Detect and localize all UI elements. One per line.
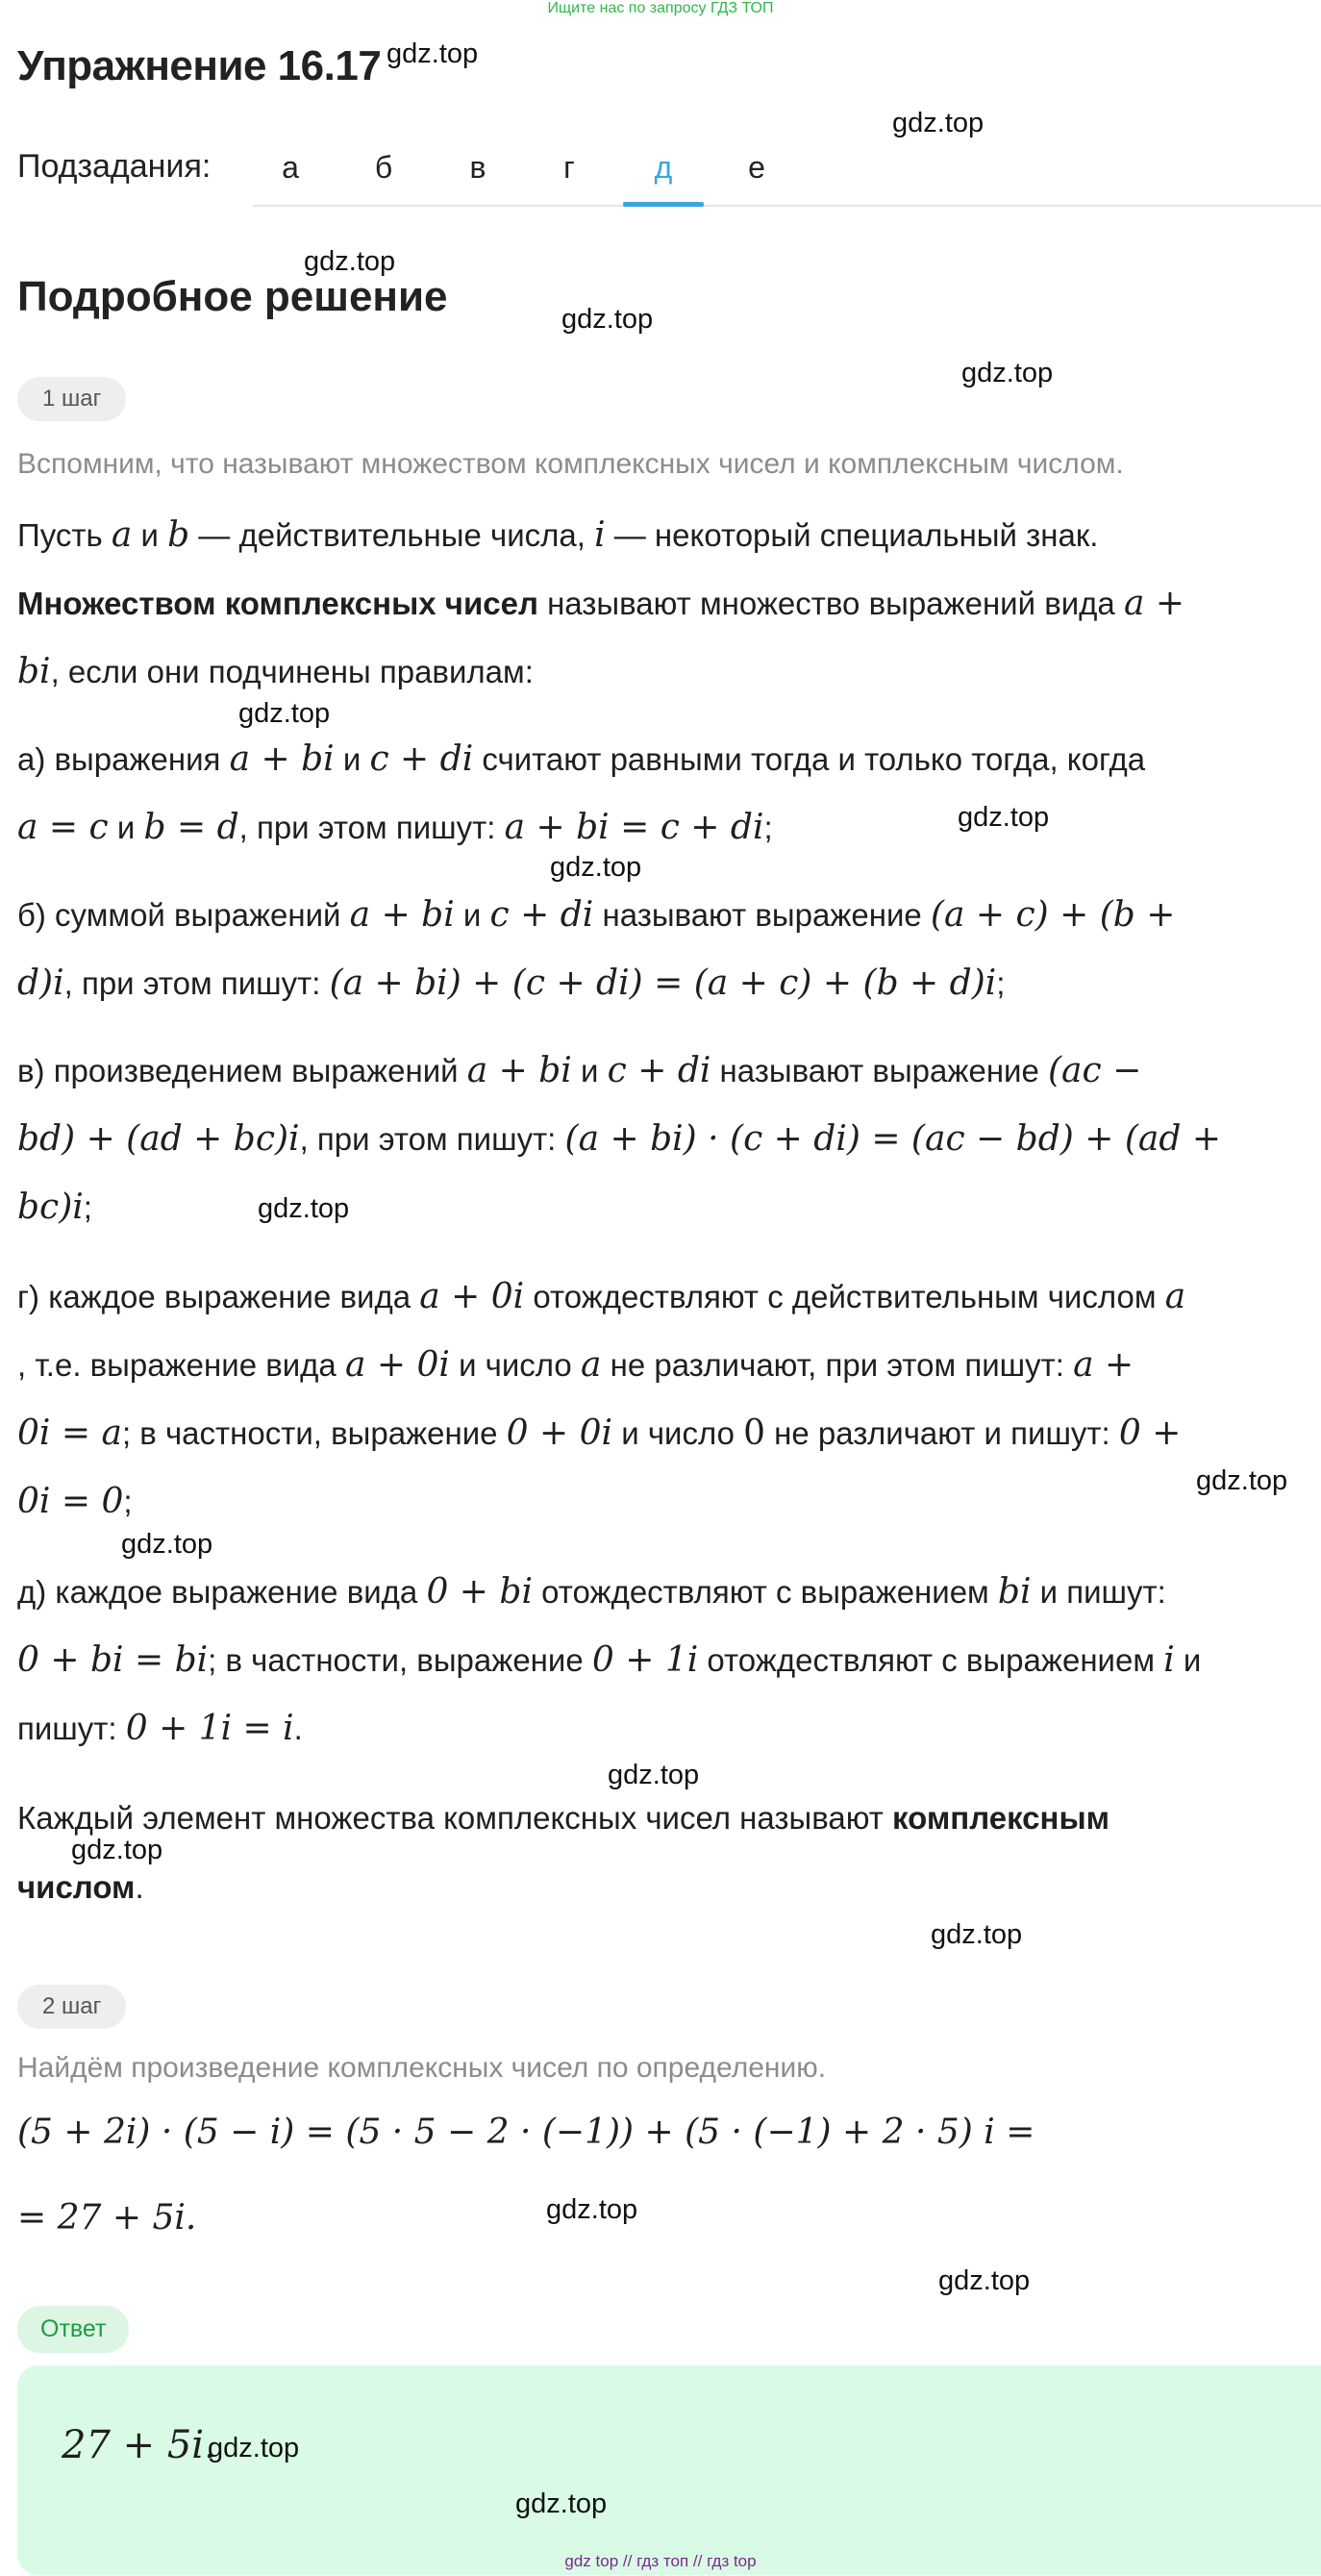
watermark: gdz.top (931, 1919, 1023, 1950)
rule-c-line: bc)i; (17, 1188, 92, 1227)
watermark: gdz.top (961, 358, 1054, 388)
rule-e-line: 0 + bi = bi; в частности, выражение 0 + 1i отождествляют с выражением i и (17, 1640, 1202, 1680)
watermark: gdz.top (546, 2194, 638, 2225)
answer-box (17, 2365, 1321, 2575)
rule-d-line: , т.е. выражение вида a + 0i и число a не различают, при этом пишут: a + (17, 1345, 1134, 1385)
step-1-badge: 1 шаг (17, 377, 126, 421)
text-line: bi, если они подчинены правилам: (17, 652, 534, 691)
watermark: gdz.top (258, 1193, 350, 1224)
watermark: gdz.top (121, 1529, 213, 1560)
rule-c-line: в) произведением выражений a + bi и c + di называют выражение (ac − (17, 1051, 1142, 1090)
watermark: gdz.top (515, 2488, 608, 2519)
step-1-hint: Вспомним, что называют множеством комплексных чисел и комплексным числом. (17, 448, 1124, 480)
watermark: gdz.top (550, 852, 642, 883)
tab-v[interactable]: в (469, 150, 486, 185)
rule-b-line: б) суммой выражений a + bi и c + di называют выражение (a + c) + (b + (17, 895, 1176, 935)
tab-b[interactable]: б (374, 150, 393, 185)
tab-a[interactable]: а (282, 150, 299, 185)
watermark: gdz.top (386, 38, 479, 69)
answer-value: 27 + 5i. (62, 2423, 216, 2467)
top-search-hint: Ищите нас по запросу ГДЗ ТОП (547, 0, 774, 16)
watermark: gdz.top (561, 304, 654, 335)
watermark: gdz.top (958, 802, 1050, 833)
text-line: Каждый элемент множества комплексных чисел называют комплексным (17, 1800, 1110, 1836)
rule-d-line: 0i = a; в частности, выражение 0 + 0i и число 0 не различают и пишут: 0 + (17, 1413, 1182, 1453)
text-line: Пусть a и b — действительные числа, i — некоторый специальный знак. (17, 515, 1099, 555)
step-2-badge: 2 шаг (17, 1985, 126, 2029)
rule-c-line: bd) + (ad + bc)i, при этом пишут: (a + bi) · (c + di) = (ac − bd) + (ad + (17, 1119, 1222, 1159)
rule-e-line: д) каждое выражение вида 0 + bi отождествляют с выражением bi и пишут: (17, 1572, 1166, 1612)
active-tab-indicator (623, 202, 704, 207)
solution-heading: Подробное решение (17, 273, 448, 320)
watermark: gdz.top (71, 1835, 163, 1865)
answer-badge: Ответ (17, 2306, 129, 2353)
subtasks-label: Подзадания: (17, 148, 212, 185)
watermark: gdz.top (238, 698, 331, 729)
bottom-note: gdz top // гдз топ // гдз top (564, 2552, 757, 2570)
watermark: gdz.top (1196, 1465, 1288, 1496)
tabs-divider (253, 205, 1321, 207)
watermark: gdz.top (304, 246, 396, 277)
text-line: числом. (17, 1869, 144, 1905)
step-2-hint: Найдём произведение комплексных чисел по определению. (17, 2052, 827, 2084)
rule-d-line: г) каждое выражение вида a + 0i отождествляют с действительным числом a (17, 1277, 1186, 1316)
page-title: Упражнение 16.17 (17, 42, 382, 89)
rule-a-line: a = c и b = d, при этом пишут: a + bi = c + di; (17, 808, 773, 847)
equation-line: = 27 + 5i. (17, 2198, 197, 2238)
watermark: gdz.top (208, 2433, 300, 2463)
tab-d[interactable]: д (654, 150, 673, 185)
equation-line: (5 + 2i) · (5 − i) = (5 · 5 − 2 · (−1)) + (5 · (−1) + 2 · 5) i = (17, 2113, 1035, 2152)
watermark: gdz.top (892, 108, 985, 138)
tab-e[interactable]: е (748, 150, 765, 185)
rule-a-line: а) выражения a + bi и c + di считают равными тогда и только тогда, когда (17, 739, 1146, 779)
watermark: gdz.top (608, 1760, 700, 1790)
tab-g[interactable]: г (563, 150, 575, 185)
text-line: Множеством комплексных чисел называют множество выражений вида a + (17, 584, 1185, 623)
watermark: gdz.top (938, 2265, 1031, 2296)
rule-d-line: 0i = 0; (17, 1482, 133, 1521)
rule-b-line: d)i, при этом пишут: (a + bi) + (c + di) = (a + c) + (b + d)i; (17, 963, 1006, 1003)
rule-e-line: пишут: 0 + 1i = i. (17, 1709, 303, 1748)
